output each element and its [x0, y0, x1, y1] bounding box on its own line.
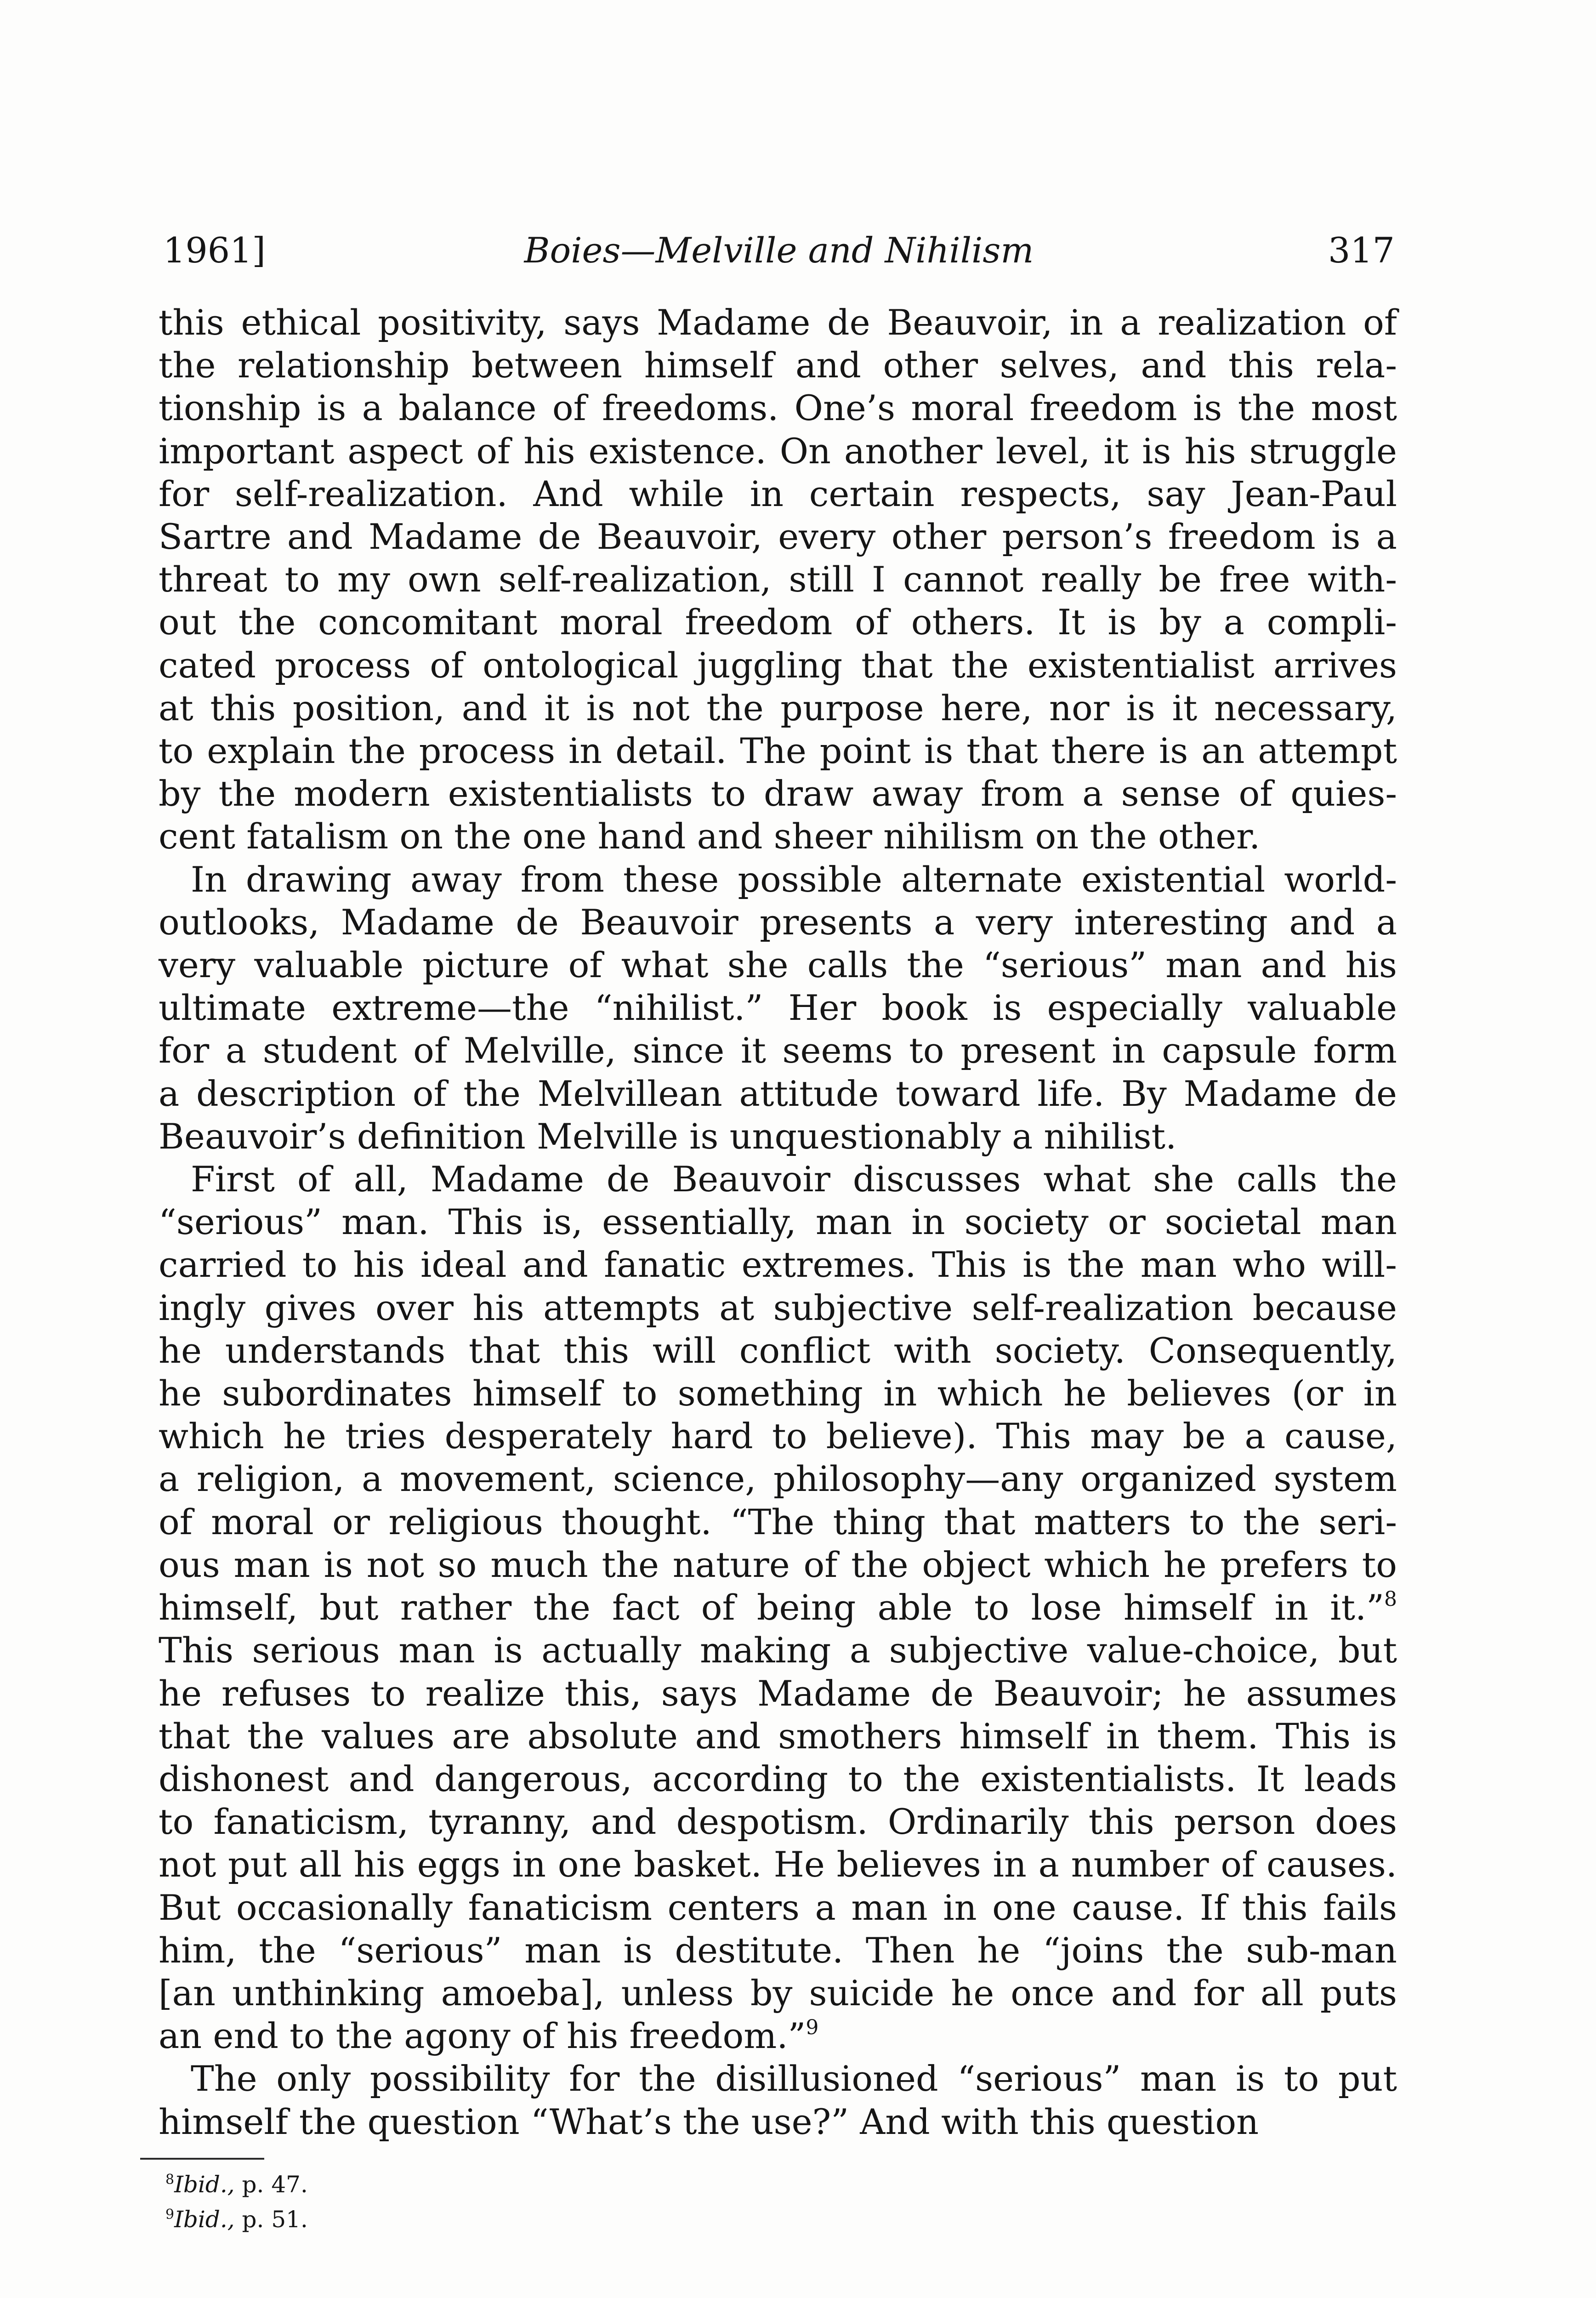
text-line: the relationship between himself and other selves, and this rela-: [159, 345, 1397, 386]
text-line: he refuses to realize this, says Madame de Beauvoir; he assumes: [159, 1672, 1397, 1714]
paragraph: [159, 301, 1397, 858]
text-line: by the modern existentialists to draw away from a sense of quies-: [159, 773, 1397, 814]
text-line: In drawing away from these possible alternate existential world-: [191, 859, 1397, 900]
text-line: this ethical positivity, says Madame de Beauvoir, in a realization of: [159, 302, 1397, 343]
text-line: for a student of Melville, since it seems to present in capsule form: [159, 1030, 1397, 1071]
header-running-title: Boies—Melville and Nihilism: [524, 230, 1034, 271]
text-line: for self-realization. And while in certain respects, say Jean-Paul: [159, 473, 1397, 514]
text-line: This serious man is actually making a subjective value-choice, but: [159, 1630, 1397, 1671]
footnote-reference: 9: [806, 2016, 819, 2040]
text-line: a description of the Melvillean attitude toward life. By Madame de: [159, 1073, 1397, 1114]
text-line: ingly gives over his attempts at subjective self-realization because: [159, 1287, 1397, 1328]
text-line: “serious” man. This is, essentially, man in society or societal man: [159, 1201, 1397, 1243]
paragraph: [159, 2057, 1397, 2143]
text-line: Sartre and Madame de Beauvoir, every other person’s freedom is a: [159, 516, 1397, 557]
text-line: [an unthinking amoeba], unless by suicide he once and for all puts: [159, 1972, 1397, 2014]
text-line: not put all his eggs in one basket. He believes in a number of causes.: [159, 1844, 1397, 1885]
footnotes: [165, 2167, 308, 2237]
header-page-number: 317: [1328, 230, 1395, 271]
text-line: important aspect of his existence. On another level, it is his struggle: [159, 430, 1397, 472]
text-line: which he tries desperately hard to believe). This may be a cause,: [159, 1416, 1397, 1457]
text-line: The only possibility for the disillusioned “serious” man is to put: [191, 2058, 1397, 2099]
text-line: him, the “serious” man is destitute. Then he “joins the sub-man: [159, 1929, 1397, 1971]
footnote-9: [165, 2202, 308, 2237]
text-line: to explain the process in detail. The point is that there is an attempt: [159, 730, 1397, 772]
text-line: an end to the agony of his freedom.”$^9$: [159, 2015, 819, 2057]
text-line: ultimate extreme—the “nihilist.” Her book is especially valuable: [159, 987, 1397, 1029]
text-line: cated process of ontological juggling that the existentialist arrives: [159, 644, 1397, 686]
text-line: of moral or religious thought. “The thing that matters to the seri-: [159, 1501, 1397, 1542]
text-line: at this position, and it is not the purpose here, nor is it necessary,: [159, 687, 1397, 728]
text-line: Beauvoir’s definition Melville is unquestionably a nihilist.: [159, 1115, 1177, 1157]
text-line: that the values are absolute and smothers himself in them. This is: [159, 1715, 1397, 1757]
footnote-marker: 9: [165, 2207, 175, 2223]
text-line: he understands that this will conflict with society. Consequently,: [159, 1330, 1397, 1371]
text-line: himself, but rather the fact of being able to lose himself in it.”$^8$: [159, 1587, 1397, 1628]
footnote-8: [165, 2167, 308, 2202]
text-line: himself the question “What’s the use?” And with this question: [159, 2101, 1259, 2142]
body-text: [159, 301, 1397, 2143]
text-line: carried to his ideal and fanatic extremes. This is the man who will-: [159, 1244, 1397, 1286]
text-line: cent fatalism on the one hand and sheer nihilism on the other.: [159, 816, 1261, 857]
footnote-ref: Ibid.,: [174, 2171, 235, 2198]
footnote-rule: [140, 2158, 264, 2160]
text-line: a religion, a movement, science, philosophy—any organized system: [159, 1458, 1397, 1500]
footnote-marker: 8: [165, 2172, 175, 2188]
footnote-reference: 8: [1384, 1587, 1397, 1611]
paragraph: [159, 1158, 1397, 2057]
text-line: outlooks, Madame de Beauvoir presents a very interesting and a: [159, 901, 1397, 943]
text-line: threat to my own self-realization, still I cannot really be free with-: [159, 559, 1397, 600]
text-line: dishonest and dangerous, according to the existentialists. It leads: [159, 1758, 1397, 1799]
paragraph: [159, 858, 1397, 1158]
text-line: tionship is a balance of freedoms. One’s moral freedom is the most: [159, 387, 1397, 429]
running-header: [163, 225, 1395, 276]
footnote-page: p. 47.: [242, 2171, 308, 2198]
text-line: But occasionally fanaticism centers a man in one cause. If this fails: [159, 1887, 1397, 1928]
text-line: ous man is not so much the nature of the object which he prefers to: [159, 1544, 1397, 1585]
footnote-page: p. 51.: [242, 2206, 308, 2233]
text-line: he subordinates himself to something in which he believes (or in: [159, 1373, 1397, 1414]
text-line: to fanaticism, tyranny, and despotism. Ordinarily this person does: [159, 1801, 1397, 1843]
text-line: First of all, Madame de Beauvoir discusses what she calls the: [191, 1159, 1397, 1200]
footnote-ref: Ibid.,: [174, 2206, 235, 2233]
header-year: 1961]: [163, 230, 266, 271]
text-line: out the concomitant moral freedom of others. It is by a compli-: [159, 602, 1397, 643]
text-line: very valuable picture of what she calls the “serious” man and his: [159, 944, 1397, 986]
